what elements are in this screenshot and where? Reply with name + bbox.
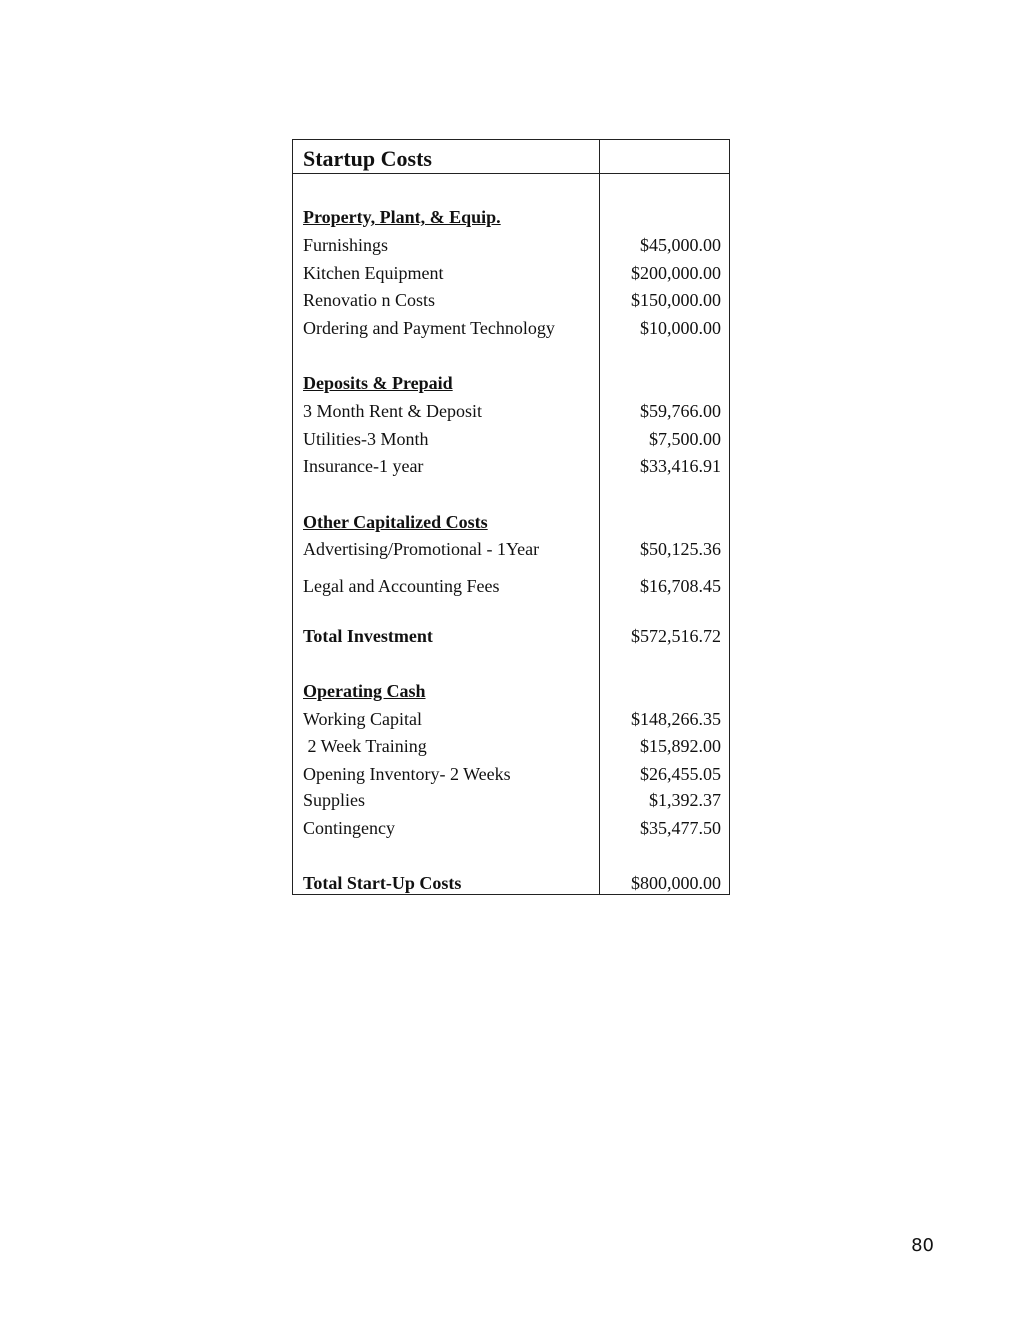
row-label: Kitchen Equipment xyxy=(303,263,444,283)
row-amount: $35,477.50 xyxy=(640,818,721,838)
table-row xyxy=(293,288,729,312)
row-label: Deposits & Prepaid xyxy=(303,373,453,393)
row-amount: $45,000.00 xyxy=(640,235,721,255)
row-label: Insurance-1 year xyxy=(303,456,424,476)
section-row-other-capitalized xyxy=(293,510,729,534)
table-row xyxy=(293,233,729,257)
header-divider xyxy=(293,173,729,174)
table-row xyxy=(293,399,729,423)
row-amount: $33,416.91 xyxy=(640,456,721,476)
row-label: Ordering and Payment Technology xyxy=(303,318,555,338)
row-amount: $16,708.45 xyxy=(640,576,721,596)
table-row xyxy=(293,316,729,340)
row-label: Working Capital xyxy=(303,709,423,729)
row-amount: $800,000.00 xyxy=(631,873,721,893)
startup-costs-table xyxy=(292,139,730,895)
row-amount: $200,000.00 xyxy=(631,263,721,283)
table-header-amount-cell xyxy=(600,140,730,173)
row-label: 3 Month Rent & Deposit xyxy=(303,401,482,421)
row-label: Advertising/Promotional - 1Year xyxy=(303,539,540,559)
table-row xyxy=(293,816,729,840)
total-row-investment xyxy=(293,624,729,648)
row-amount: $15,892.00 xyxy=(640,736,721,756)
table-row xyxy=(293,454,729,478)
row-label: 2 Week Training xyxy=(303,736,427,756)
row-amount: $7,500.00 xyxy=(649,429,721,449)
row-label: Legal and Accounting Fees xyxy=(303,576,500,596)
row-label: Property, Plant, & Equip. xyxy=(303,207,501,227)
row-label: Supplies xyxy=(303,790,366,810)
table-row xyxy=(293,574,729,598)
row-amount: $1,392.37 xyxy=(649,790,721,810)
row-label: Contingency xyxy=(303,818,395,838)
section-row-operating-cash xyxy=(293,679,729,703)
row-amount: $148,266.35 xyxy=(631,709,721,729)
total-row-startup-costs xyxy=(293,871,729,895)
table-row xyxy=(293,261,729,285)
row-label: Operating Cash xyxy=(303,681,426,701)
table-row xyxy=(293,788,729,812)
section-row-deposits xyxy=(293,371,729,395)
row-amount: $10,000.00 xyxy=(640,318,721,338)
row-amount: $150,000.00 xyxy=(631,290,721,310)
row-label: Total Start-Up Costs xyxy=(303,873,462,893)
row-label: Total Investment xyxy=(303,626,433,646)
row-amount: $572,516.72 xyxy=(631,626,721,646)
row-amount: $50,125.36 xyxy=(640,539,721,559)
row-label: Other Capitalized Costs xyxy=(303,512,488,532)
table-row xyxy=(293,762,729,786)
row-label: Utilities-3 Month xyxy=(303,429,429,449)
row-label: Furnishings xyxy=(303,235,389,255)
section-row-property xyxy=(293,205,729,229)
table-row xyxy=(293,427,729,451)
row-label: Renovatio n Costs xyxy=(303,290,436,310)
table-row xyxy=(293,734,729,758)
row-amount: $26,455.05 xyxy=(640,764,721,784)
table-row xyxy=(293,707,729,731)
table-title: Startup Costs xyxy=(303,146,432,171)
page-number: 80 xyxy=(911,1235,934,1256)
table-row xyxy=(293,537,729,561)
row-amount: $59,766.00 xyxy=(640,401,721,421)
row-label: Opening Inventory- 2 Weeks xyxy=(303,764,511,784)
